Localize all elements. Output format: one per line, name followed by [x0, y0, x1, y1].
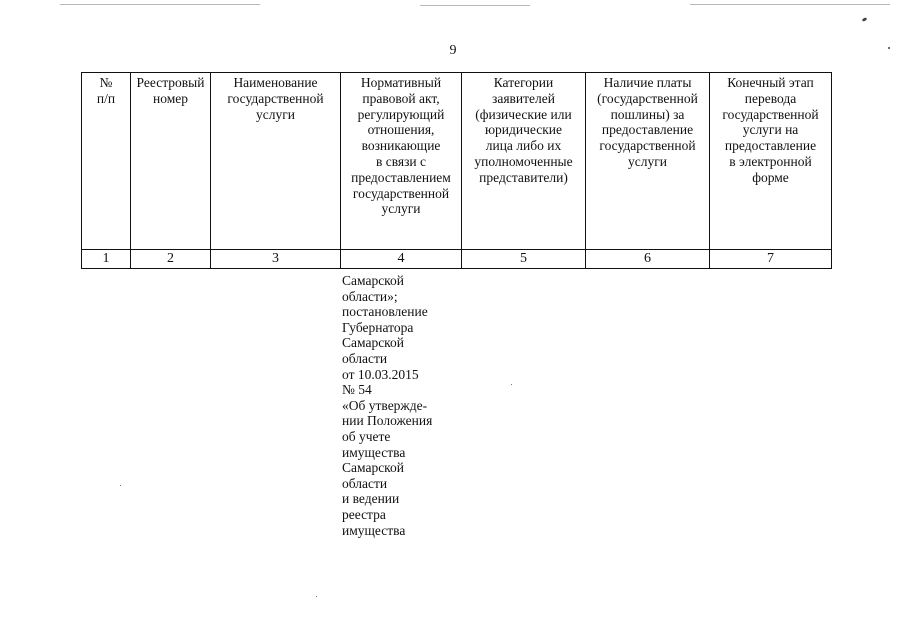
column-number: 4 — [341, 250, 462, 269]
scan-speck — [120, 485, 121, 486]
column-number: 5 — [462, 250, 586, 269]
scan-artifact-line — [420, 5, 530, 6]
header-legal-act: Нормативный правовой акт, регулирующий отношения, возникающие в связи с предоставлением государственной услуги — [341, 73, 462, 250]
header-fee: Наличие платы (государственной пошлины) за предоставление государственной услуги — [586, 73, 710, 250]
scan-artifact-line — [60, 4, 260, 5]
page-number: 9 — [449, 43, 457, 58]
registry-table — [81, 72, 832, 269]
column-number: 2 — [131, 250, 211, 269]
legal-act-continuation: Самарской области»; постановление Губернатора Самарской области от 10.03.2015 № 54 «Об утвержде- нии Положения об учете имущества Самарской области и ведении реестра имущества — [342, 273, 433, 538]
scan-speck — [511, 384, 512, 385]
header-registry-number: Реестровый номер — [131, 73, 211, 250]
table-header-row — [82, 73, 832, 250]
column-number: 7 — [710, 250, 832, 269]
column-number-row — [82, 250, 832, 269]
header-applicant-categories: Категории заявителей (физические или юридические лица либо их уполномоченные представители) — [462, 73, 586, 250]
header-service-name: Наименование государственной услуги — [211, 73, 341, 250]
header-final-stage: Конечный этап перевода государственной услуги на предоставление в электронной форме — [710, 73, 832, 250]
column-number: 6 — [586, 250, 710, 269]
scan-artifact-line — [690, 4, 890, 5]
scan-speck — [316, 596, 317, 597]
column-number: 1 — [82, 250, 131, 269]
scan-speck — [862, 17, 868, 22]
column-number: 3 — [211, 250, 341, 269]
header-number: № п/п — [82, 73, 131, 250]
